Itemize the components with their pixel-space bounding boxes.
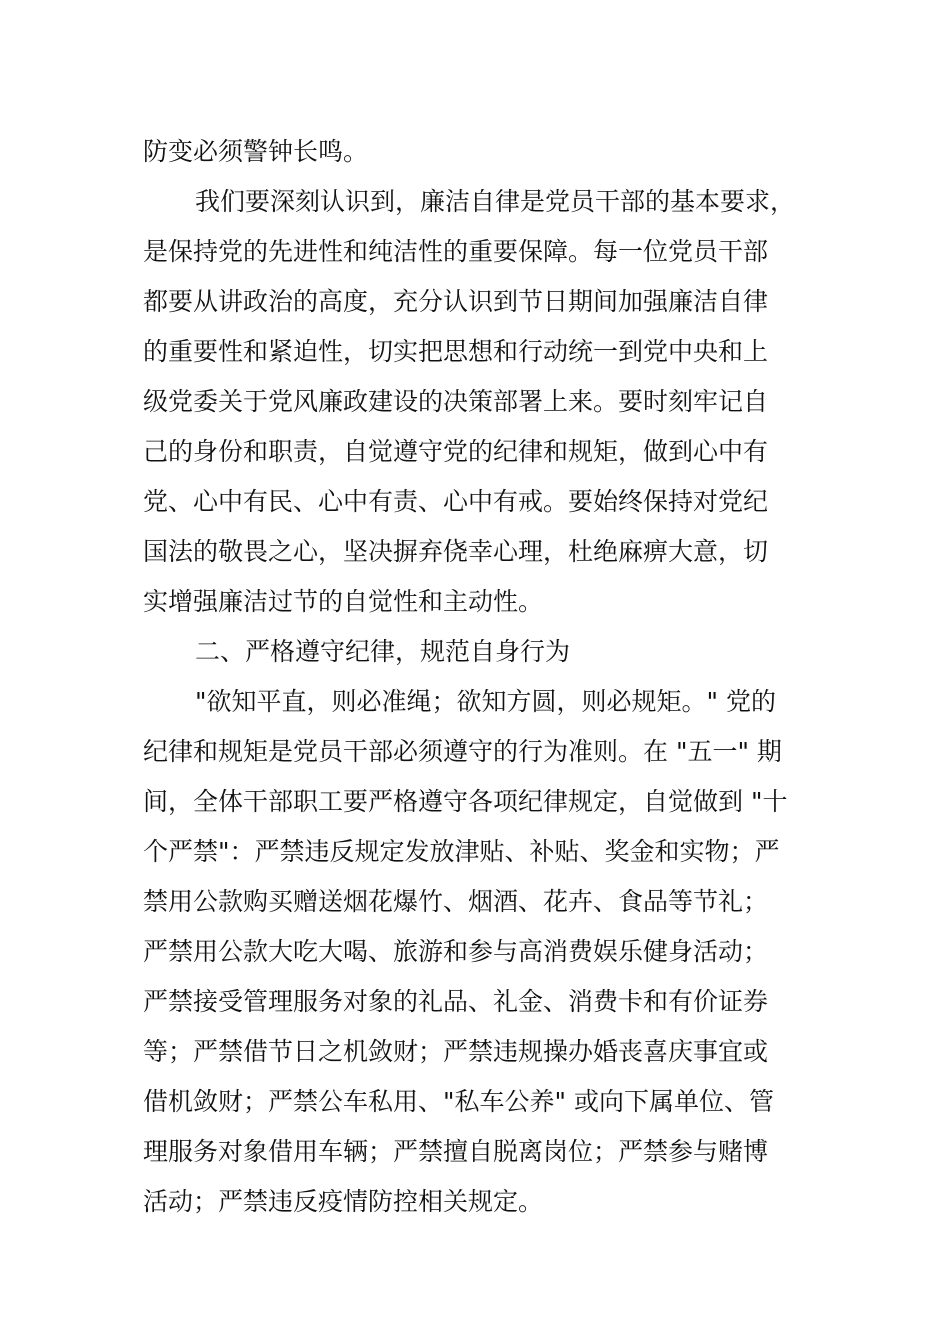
paragraph-start-line: "欲知平直，则必准绳；欲知方圆，则必规矩。" 党的 (195, 687, 776, 716)
text-line: 禁用公款购买赠送烟花爆竹、烟酒、花卉、食品等节礼； (143, 887, 769, 916)
text-line: 纪律和规矩是党员干部必须遵守的行为准则。在 "五一" 期 (143, 737, 782, 766)
text-line: 个严禁"：严禁违反规定发放津贴、补贴、奖金和实物；严 (143, 837, 780, 866)
text-line: 借机敛财；严禁公车私用、"私车公养" 或向下属单位、管 (143, 1087, 774, 1116)
text-line: 级党委关于党风廉政建设的决策部署上来。要时刻牢记自 (143, 387, 769, 416)
text-line: 严禁接受管理服务对象的礼品、礼金、消费卡和有价证券 (143, 987, 769, 1016)
text-line: 活动；严禁违反疫情防控相关规定。 (143, 1187, 544, 1216)
text-line: 等；严禁借节日之机敛财；严禁违规操办婚丧喜庆事宜或 (143, 1037, 769, 1066)
text-line: 严禁用公款大吃大喝、旅游和参与高消费娱乐健身活动； (143, 937, 769, 966)
text-line: 防变必须警钟长鸣。 (143, 137, 369, 166)
text-line: 实增强廉洁过节的自觉性和主动性。 (143, 587, 544, 616)
text-line: 的重要性和紧迫性，切实把思想和行动统一到党中央和上 (143, 337, 769, 366)
text-line: 党、心中有民、心中有责、心中有戒。要始终保持对党纪 (143, 487, 769, 516)
text-line: 都要从讲政治的高度，充分认识到节日期间加强廉洁自律 (143, 287, 769, 316)
text-line: 理服务对象借用车辆；严禁擅自脱离岗位；严禁参与赌博 (143, 1137, 769, 1166)
document-body (143, 127, 807, 1227)
section-heading: 二、严格遵守纪律，规范自身行为 (195, 637, 571, 666)
text-line: 国法的敬畏之心，坚决摒弃侥幸心理，杜绝麻痹大意，切 (143, 537, 769, 566)
paragraph-start-line: 我们要深刻认识到，廉洁自律是党员干部的基本要求， (195, 187, 796, 216)
text-line: 间，全体干部职工要严格遵守各项纪律规定，自觉做到 "十 (143, 787, 788, 816)
text-line: 己的身份和职责，自觉遵守党的纪律和规矩，做到心中有 (143, 437, 769, 466)
text-line: 是保持党的先进性和纯洁性的重要保障。每一位党员干部 (143, 237, 769, 266)
